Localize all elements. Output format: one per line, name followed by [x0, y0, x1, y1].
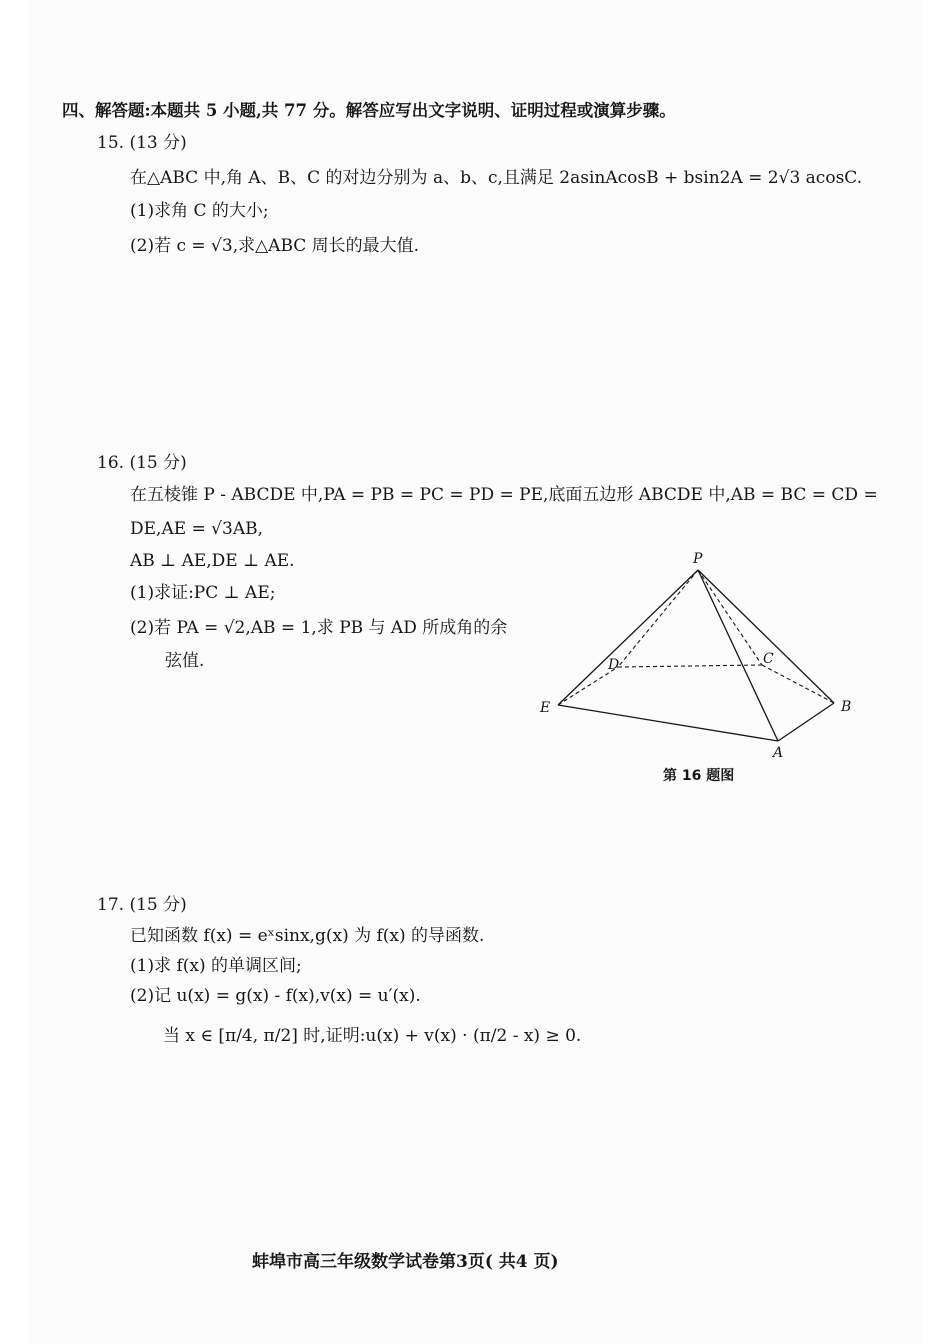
q17-part2-condition: 当 x ∈ [π/4, π/2] 时,证明:u(x) + v(x) · (π/2 - x) ≥ 0.	[163, 1026, 582, 1046]
label-C: C	[763, 651, 774, 667]
q17-header: 17. (15 分)	[97, 895, 187, 915]
edge-EA	[558, 705, 778, 741]
label-A: A	[773, 745, 784, 761]
q17-part2: (2)记 u(x) = g(x) - f(x),v(x) = u′(x).	[130, 986, 421, 1006]
q15-stem: 在△ABC 中,角 A、B、C 的对边分别为 a、b、c,且满足 2asinAcosB + bsin2A = 2√3 acosC.	[130, 168, 863, 188]
q17-part1: (1)求 f(x) 的单调区间;	[130, 956, 302, 976]
label-B: B	[841, 699, 852, 715]
q17-stem: 已知函数 f(x) = eˣsinx,g(x) 为 f(x) 的导函数.	[130, 926, 485, 946]
edge-CB	[762, 665, 834, 703]
q16-header: 16. (15 分)	[97, 453, 187, 473]
q15-header: 15. (13 分)	[97, 133, 187, 153]
q15-part1: (1)求角 C 的大小;	[130, 201, 269, 221]
label-D: D	[608, 657, 620, 673]
page-footer: 蚌埠市高三年级数学试卷第3页( 共4 页)	[252, 1252, 559, 1272]
label-P: P	[693, 551, 703, 567]
q16-stem-line2: DE,AE = √3AB,	[130, 519, 264, 539]
q16-stem-line3: AB ⊥ AE,DE ⊥ AE.	[130, 551, 295, 571]
figure-caption: 第 16 题图	[663, 768, 735, 784]
q16-part2-line1: (2)若 PA = √2,AB = 1,求 PB 与 AD 所成角的余	[130, 618, 508, 638]
q15-part2: (2)若 c = √3,求△ABC 周长的最大值.	[130, 236, 420, 256]
q16-stem-line1: 在五棱锥 P - ABCDE 中,PA = PB = PC = PD = PE,底面五边形 ABCDE 中,AB = BC = CD =	[130, 485, 878, 505]
edge-PE	[558, 570, 698, 705]
section-heading: 四、解答题:本题共 5 小题,共 77 分。解答应写出文字说明、证明过程或演算步骤。	[62, 101, 676, 120]
q16-part1: (1)求证:PC ⊥ AE;	[130, 583, 276, 603]
edge-DC	[618, 665, 762, 667]
label-E: E	[540, 700, 551, 716]
edge-PB	[698, 570, 834, 703]
q16-part2-line2: 弦值.	[165, 651, 205, 671]
pyramid-figure	[530, 545, 865, 765]
edge-PD	[618, 570, 698, 667]
edge-AB	[778, 703, 834, 741]
pyramid-diagram	[530, 545, 865, 765]
edge-PC	[698, 570, 762, 665]
